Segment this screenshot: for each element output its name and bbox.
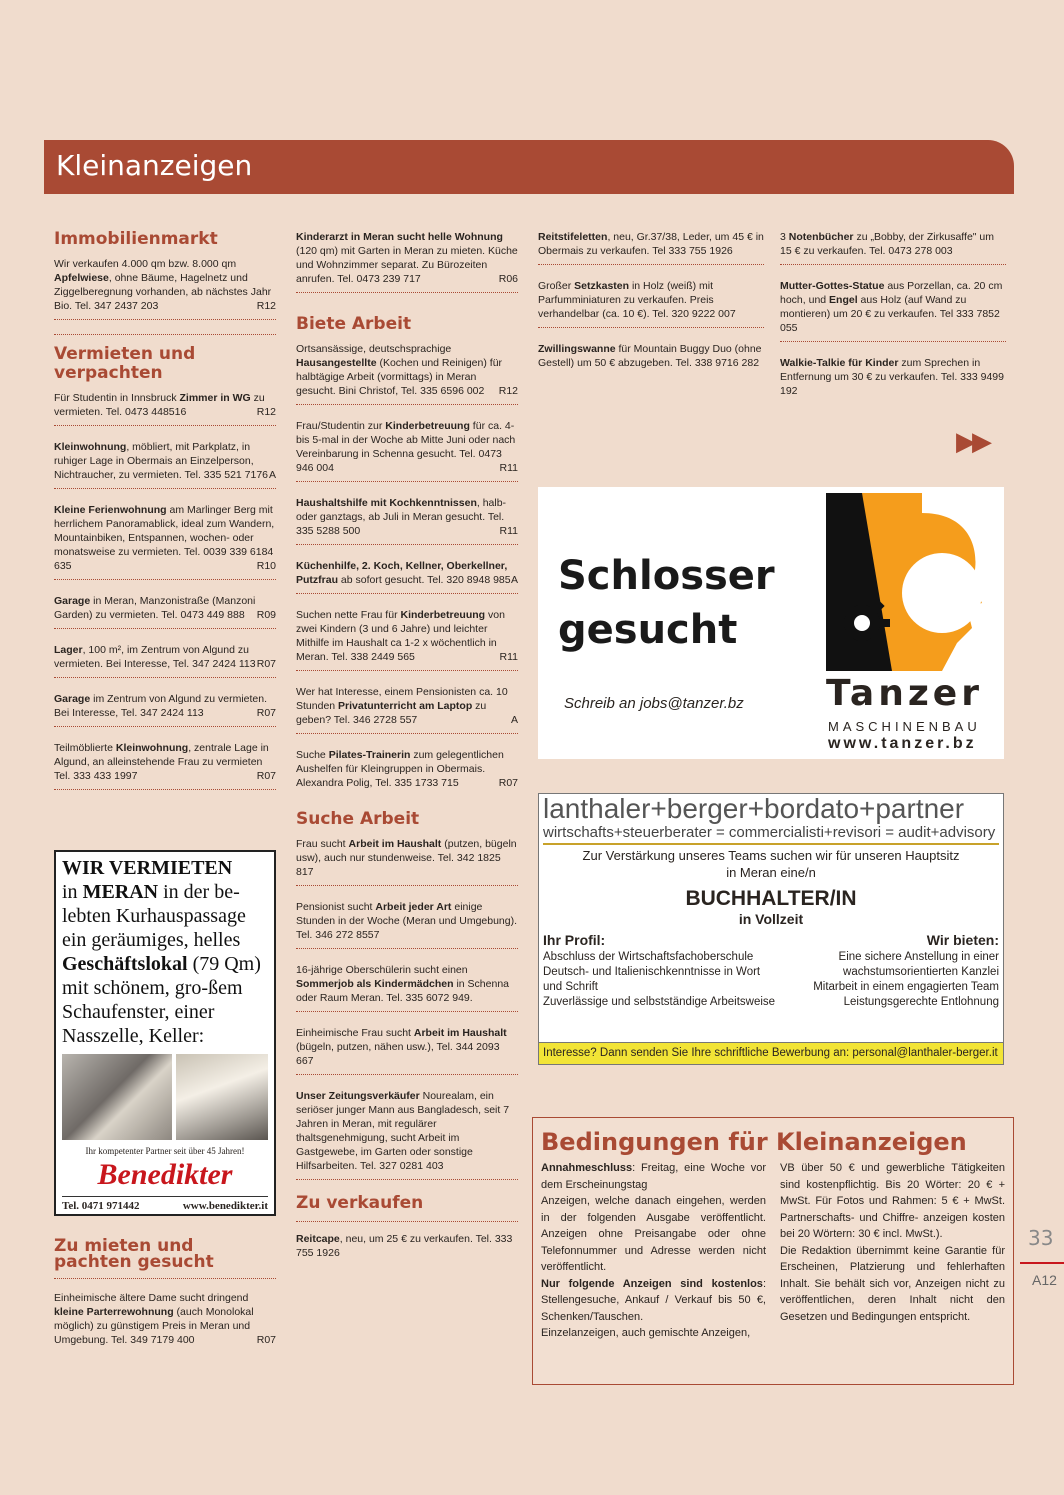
column-1-bottom	[54, 1238, 276, 1367]
page-code: A12	[1032, 1272, 1057, 1288]
list-item: 3 Notenbücher zu „Bobby, der Zirkusaffe" um 15 € zu verkaufen. Tel. 0473 278 003	[780, 230, 1006, 265]
benedikter-logo: Benedikter	[97, 1158, 233, 1191]
section-vermieten: Vermieten und verpachten	[54, 334, 276, 383]
interior-photo	[176, 1054, 268, 1140]
list-item: Suchen nette Frau für Kinderbetreuung von zwei Kindern (3 und 6 Jahre) und leichter Mithilfe im Haushalt ca 1-2 x wöchentlich in Meran. Tel. 338 2449 565 R11	[296, 608, 518, 671]
section-suche-arbeit: Suche Arbeit	[296, 809, 420, 829]
list-item: Großer Setzkasten in Holz (weiß) mit Parfumminiaturen zu verkaufen. Preis verhandelbar (ca. 10 €). Tel. 320 9222 007	[538, 279, 764, 328]
lb-bieten: Wir bieten: Eine sichere Anstellung in einer wachstumsorientierten Kanzlei Mitarbeit in einem engagierten Team Leistungsgerechte Entlohnung	[813, 932, 999, 1008]
page-divider	[1020, 1262, 1064, 1264]
tanzer-headline: Schlosser gesucht	[558, 553, 775, 653]
ad-photos	[62, 1054, 268, 1140]
list-item: Küchenhilfe, 2. Koch, Kellner, Oberkellner, Putzfrau ab sofort gesucht. Tel. 320 8948 985 A	[296, 559, 518, 594]
column-3	[538, 230, 764, 370]
list-item: Ortsansässige, deutschsprachige Hausangestellte (Kochen und Reinigen) für halbtägige Arbeit (vormittags) in Meran gesucht. Bini Christof, Tel. 335 6596 002 R12	[296, 342, 518, 405]
column-4	[780, 230, 1006, 398]
list-item: Kleinwohnung, möbliert, mit Parkplatz, in ruhiger Lage in Obermais an Einzelperson, Nichtraucher, zu vermieten. Tel. 335 521 7176 A	[54, 440, 276, 489]
list-item: Einheimische ältere Dame sucht dringend kleine Parterrewohnung (auch Monolokal möglich) zu günstigem Preis in Meran und Umgebung. Tel. 349 7179 400 R07	[54, 1278, 276, 1353]
list-item: Pensionist sucht Arbeit jeder Art einige Stunden in der Woche (Meran und Umgebung). Tel. 346 272 8557	[296, 900, 518, 949]
column-1	[54, 230, 276, 804]
page-number: 33	[1028, 1226, 1054, 1250]
list-item: Kinderarzt in Meran sucht helle Wohnung (120 qm) mit Garten in Meran zu mieten. Küche und Wohnzimmer separat. Zu Bürozeiten anrufen. Tel. 0473 239 717 R06	[296, 230, 518, 293]
tanzer-ad	[538, 487, 1004, 759]
list-item: Suche Pilates-Trainerin zum gelegentlichen Aushelfen für Kleingruppen in Obermais. Alexandra Polig, Tel. 335 1733 715 R07	[296, 749, 518, 789]
tanzer-brand: Tanzer	[826, 673, 983, 714]
divider	[543, 843, 999, 845]
ad-footer: Tel. 0471 971442 www.benedikter.it	[62, 1196, 268, 1212]
list-item: Wer hat Interesse, einem Pensionisten ca. 10 Stunden Privatunterricht am Laptop zu geben? Tel. 346 2728 557 A	[296, 685, 518, 734]
list-item: Reitstifeletten, neu, Gr.37/38, Leder, um 45 € in Obermais zu verkaufen. Tel 333 755 1926	[538, 230, 764, 265]
list-item: Walkie-Talkie für Kinder zum Sprechen in Entfernung um 30 € zu verkaufen. Tel. 333 9499 192	[780, 357, 1004, 397]
lb-profil: Ihr Profil: Abschluss der Wirtschaftsfachoberschule Deutsch- und Italienischkenntnisse in Wort und Schrift Zuverlässige und selbstständige Arbeitsweise	[543, 932, 776, 1008]
tanzer-website[interactable]: www.tanzer.bz	[828, 735, 977, 752]
lb-fulltime: in Vollzeit	[738, 911, 804, 927]
lanthaler-ad	[538, 793, 1004, 1065]
storefront-photo	[62, 1054, 172, 1140]
lb-sub: wirtschafts+steuerberater = commercialisti+revisori = audit+advisory	[543, 824, 996, 841]
conditions-left: Annahmeschluss: Freitag, eine Woche vor dem Erscheinungstag Anzeigen, welche danach eingehen, werden in der folgenden Ausgabe veröffentlicht. Anzeigen ohne Preisangabe oder ohne Telefonnummer und Adresse werden nicht veröffentlicht. Nur folgende Anzeigen sind kostenlos: Stellengesuche, Ankauf / Verkauf bis 50 €, Schenken/Tauschen. Einzelanzeigen, auch gemischte Anzeigen,	[541, 1162, 766, 1339]
next-page-arrows-icon[interactable]: ▶▶	[956, 426, 988, 456]
list-item: Garage im Zentrum von Algund zu vermieten. Bei Interesse, Tel. 347 2424 113 R07	[54, 692, 276, 727]
list-item: Mutter-Gottes-Statue aus Porzellan, ca. 20 cm hoch, und Engel aus Holz (auf Wand zu montieren) um 20 € zu verkaufen. Tel 333 7852 055	[780, 279, 1006, 342]
lb-intro: Zur Verstärkung unseres Teams suchen wir für unseren Hauptsitz in Meran eine/n	[582, 848, 960, 880]
conditions-title: Bedingungen für Kleinanzeigen	[541, 1128, 967, 1156]
benedikter-ad	[54, 850, 276, 1216]
list-item: Haushaltshilfe mit Kochkenntnissen, halb- oder ganztags, ab Juli in Meran gesucht. Tel. 335 5288 500 R11	[296, 496, 518, 545]
lb-details	[539, 933, 1003, 1010]
list-item: Frau/Studentin zur Kinderbetreuung für ca. 4- bis 5-mal in der Woche ab Mitte Juni oder nach Vereinbarung in Schenna gesucht. Tel. 0473 946 004 R11	[296, 419, 518, 482]
conditions-box	[532, 1117, 1014, 1385]
banner-title: Kleinanzeigen	[56, 149, 253, 182]
list-item: Teilmöblierte Kleinwohnung, zentrale Lage in Algund, an alleinstehende Frau zu vermieten Tel. 333 433 1997 R07	[54, 741, 276, 790]
partner-text: Ihr kompetenter Partner seit über 45 Jahren!	[85, 1146, 245, 1156]
list-item: Garage in Meran, Manzonistraße (Manzoni Garden) zu vermieten. Tel. 0473 449 888 R09	[54, 594, 276, 629]
list-item: Einheimische Frau sucht Arbeit im Haushalt (bügeln, putzen, nähen usw.), Tel. 344 2093 667	[296, 1026, 518, 1075]
website-link[interactable]: www.benedikter.it	[182, 1200, 268, 1212]
lb-job-title: BUCHHALTER/IN	[685, 887, 857, 910]
list-item: Frau sucht Arbeit im Haushalt (putzen, bügeln usw), auch nur stundenweise. Tel. 342 1825 817	[296, 837, 518, 886]
section-biete-arbeit: Biete Arbeit	[296, 314, 412, 334]
tanzer-gear-logo-icon	[822, 493, 998, 671]
list-item: Kleine Ferienwohnung am Marlinger Berg mit herrlichem Panoramablick, ideal zum Wandern, Mountainbiken, Entspannen, wochen- oder monatsweise zu vermieten. Tel. 0039 339 6184 635 R10	[54, 503, 276, 580]
list-item: Für Studentin in Innsbruck Zimmer in WG zu vermieten. Tel. 0473 448516 R12	[54, 391, 276, 426]
list-item: Zwillingswanne für Mountain Buggy Duo (ohne Gestell) um 50 € abzugeben. Tel. 338 9716 282	[538, 343, 762, 369]
list-item: Reitcape, neu, um 25 € zu verkaufen. Tel. 333 755 1926	[296, 1221, 518, 1260]
section-zu-mieten: Zu mieten und pachten gesucht	[54, 1236, 214, 1272]
lb-head: lanthaler+berger+bordato+partner	[543, 793, 965, 824]
section-zu-verkaufen: Zu verkaufen	[296, 1193, 424, 1213]
tanzer-subtitle: MASCHINENBAU	[828, 719, 981, 734]
lb-apply-bar[interactable]: Interesse? Dann senden Sie Ihre schriftliche Bewerbung an: personal@lanthaler-berger.it	[539, 1042, 1003, 1064]
list-item: 16-jährige Oberschülerin sucht einen Sommerjob als Kindermädchen in Schenna oder Raum Meran. Tel. 335 6072 949.	[296, 963, 518, 1012]
conditions-right: VB über 50 € und gewerbliche Tätigkeiten sind kostenpflichtig. Bis 20 Wörter: 20 € + MwSt. Für Fotos und Rahmen: 5 € + MwSt. Partnerschafts- und Chiffre- anzeigen kosten bei 20 Wörtern: 30 € incl. MwSt.). Die Redaktion übernimmt keine Garantie für Erscheinen, Platzierung und fehlerhaften Inhalt. Sie behält sich vor, Anzeigen nicht zu veröffentlichen, deren Inhalt nicht den Gesetzen und Bedingungen entspricht.	[780, 1162, 1005, 1323]
ad-text: WIR VERMIETEN in MERAN in der be-lebten Kurhauspassage ein geräumiges, helles Geschäftslokal (79 Qm) mit schönem, gro-ßem Schaufenster, einer Nasszelle, Keller:	[62, 857, 261, 1047]
list-item: Unser Zeitungsverkäufer Nourealam, ein seriöser junger Mann aus Bangladesch, seit 7 Jahren in Meran, mit regulärer thaltsgenehmigung, sucht Arbeit im Gastgewebe, im Garten oder sonstige Hilfsarbeiten. Tel. 327 0281 403	[296, 1089, 518, 1180]
section-banner	[44, 140, 1014, 194]
section-immobilienmarkt: Immobilienmarkt	[54, 229, 218, 249]
list-item: Wir verkaufen 4.000 qm bzw. 8.000 qm Apfelwiese, ohne Bäume, Hagelnetz und Ziggelberegnung vorhanden, ab nächstes Jahr Bio. Tel. 347 2437 203 R12	[54, 257, 276, 320]
column-2	[296, 230, 518, 1260]
tanzer-email[interactable]: Schreib an jobs@tanzer.bz	[564, 695, 744, 712]
list-item: Lager, 100 m², im Zentrum von Algund zu vermieten. Bei Interesse, Tel. 347 2424 113 R07	[54, 643, 276, 678]
